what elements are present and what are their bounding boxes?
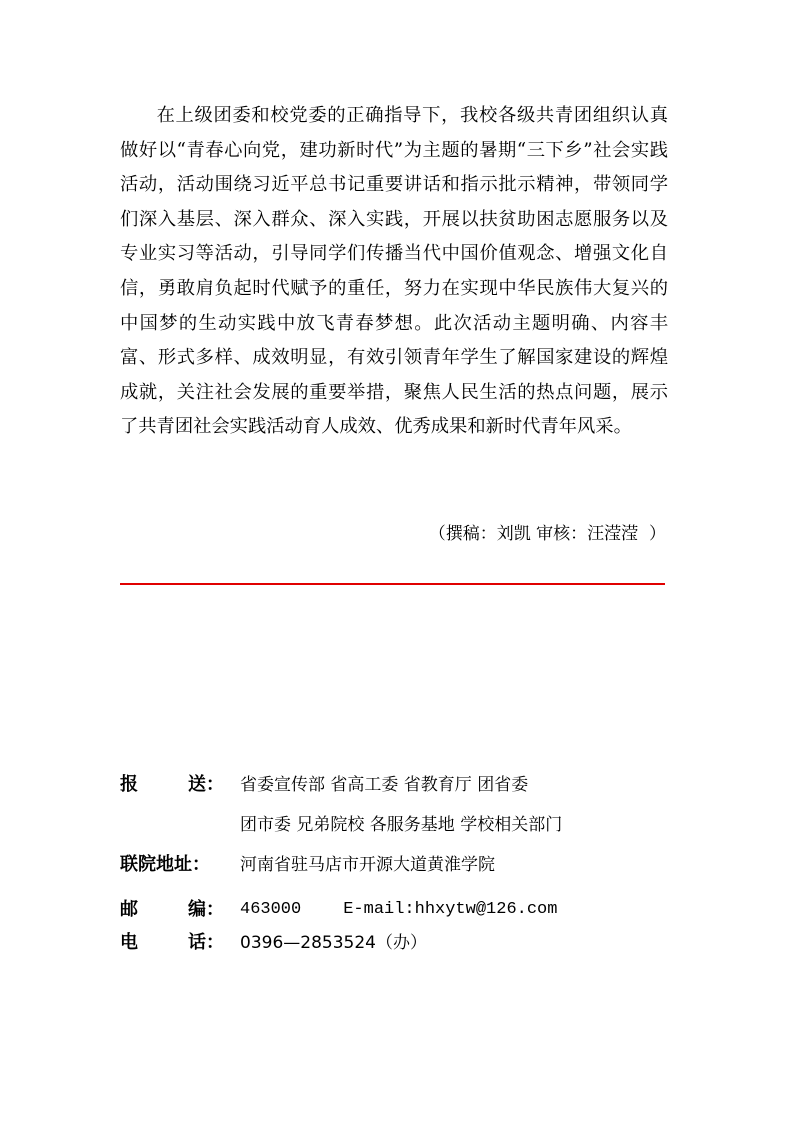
phone-value: 0396—2853524（办） — [240, 933, 427, 953]
postcode-line — [240, 895, 557, 925]
phone-label: 电 话： — [120, 932, 224, 953]
postcode-value: 463000 — [240, 900, 302, 919]
address-label: 联院地址： — [120, 854, 210, 875]
send-to-line2: 团市委 兄弟院校 各服务基地 学校相关部门 — [240, 815, 563, 835]
red-divider — [120, 583, 665, 585]
address-value: 河南省驻马店市开源大道黄淮学院 — [240, 855, 495, 875]
email-value: E-mail:hhxytw@126.com — [343, 900, 558, 919]
byline: （撰稿：刘凯 审核：汪滢滢 ） — [428, 524, 666, 544]
send-to-line1: 省委宣传部 省高工委 省教育厅 团省委 — [240, 775, 529, 795]
send-to-label: 报 送： — [120, 774, 224, 795]
postcode-label: 邮 编： — [120, 899, 224, 920]
article-paragraph: 在上级团委和校党委的正确指导下，我校各级共青团组织认真做好以“青春心向党，建功新时代”为主题的暑期“三下乡”社会实践活动，活动围绕习近平总书记重要讲话和指示批示精神，带领同学们深入基层、深入群众、深入实践，开展以扶贫助困志愿服务以及专业实习等活动，引导同学们传播当代中国价值观念、增强文化自信，勇敢肩负起时代赋予的重任，努力在实现中华民族伟大复兴的中国梦的生动实践中放飞青春梦想。此次活动主题明确、内容丰富、形式多样、成效明显，有效引领青年学生了解国家建设的辉煌成就，关注社会发展的重要举措，聚焦人民生活的热点问题，展示了共青团社会实践活动育人成效、优秀成果和新时代青年风采。 — [120, 105, 668, 438]
